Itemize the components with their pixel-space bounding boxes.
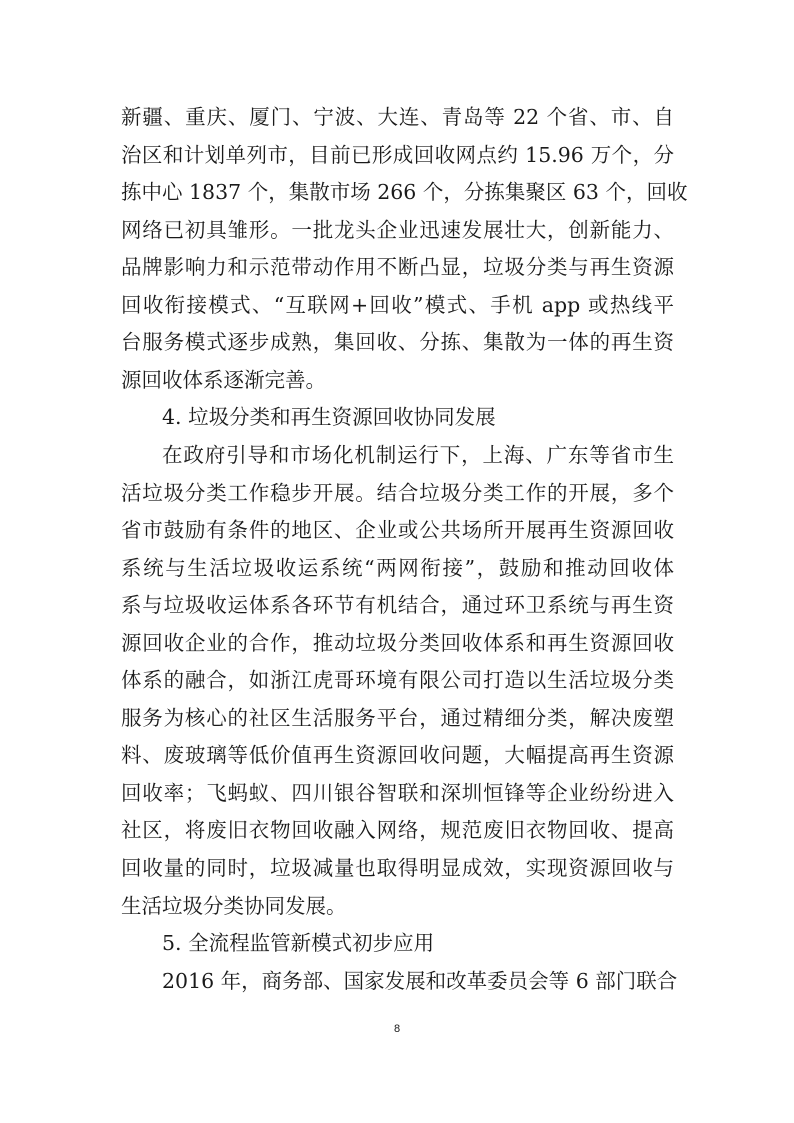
section-heading: 5. 全流程监管新模式初步应用 xyxy=(162,931,435,956)
paragraph-line: 生活垃圾分类协同发展。 xyxy=(121,893,347,918)
paragraph-line: 台服务模式逐步成熟，集回收、分拣、集散为一体的再生资 xyxy=(121,330,674,355)
paragraph-line: 料、废玻璃等低价值再生资源回收问题，大幅提高再生资源 xyxy=(121,743,674,768)
paragraph-line: 源回收体系逐渐完善。 xyxy=(121,367,326,392)
paragraph-line: 品牌影响力和示范带动作用不断凸显，垃圾分类与再生资源 xyxy=(121,255,674,280)
paragraph-line: 源回收企业的合作，推动垃圾分类回收体系和再生资源回收 xyxy=(121,630,674,655)
page-number: 8 xyxy=(393,1023,401,1035)
paragraph-line: 回收衔接模式、“互联网+回收”模式、手机 app 或热线平 xyxy=(121,292,674,317)
paragraph-line: 系与垃圾收运体系各环节有机结合，通过环卫系统与再生资 xyxy=(121,593,674,618)
paragraph-line: 在政府引导和市场化机制运行下，上海、广东等省市生 xyxy=(162,442,674,467)
paragraph-line: 活垃圾分类工作稳步开展。结合垃圾分类工作的开展，多个 xyxy=(121,480,674,505)
paragraph-line: 新疆、重庆、厦门、宁波、大连、青岛等 22 个省、市、自 xyxy=(121,105,674,129)
paragraph-line: 回收率；飞蚂蚁、四川银谷智联和深圳恒锋等企业纷纷进入 xyxy=(121,780,674,805)
paragraph-line: 治区和计划单列市，目前已形成回收网点约 15.96 万个，分 xyxy=(121,142,674,167)
paragraph-line: 网络已初具雏形。一批龙头企业迅速发展壮大，创新能力、 xyxy=(121,217,674,242)
paragraph-line: 社区，将废旧衣物回收融入网络，规范废旧衣物回收、提高 xyxy=(121,818,674,843)
paragraph-line: 系统与生活垃圾收运系统“两网衔接”，鼓励和推动回收体 xyxy=(121,555,674,580)
paragraph-line: 拣中心 1837 个，集散市场 266 个，分拣集聚区 63 个，回收 xyxy=(121,180,688,205)
paragraph-line: 2016 年，商务部、国家发展和改革委员会等 6 部门联合 xyxy=(162,968,678,993)
paragraph-line: 服务为核心的社区生活服务平台，通过精细分类，解决废塑 xyxy=(121,705,674,730)
paragraph-line: 体系的融合，如浙江虎哥环境有限公司打造以生活垃圾分类 xyxy=(121,668,674,693)
paragraph-line: 回收量的同时，垃圾减量也取得明显成效，实现资源回收与 xyxy=(121,856,674,880)
section-heading: 4. 垃圾分类和再生资源回收协同发展 xyxy=(162,405,496,430)
paragraph-line: 省市鼓励有条件的地区、企业或公共场所开展再生资源回收 xyxy=(121,518,674,543)
